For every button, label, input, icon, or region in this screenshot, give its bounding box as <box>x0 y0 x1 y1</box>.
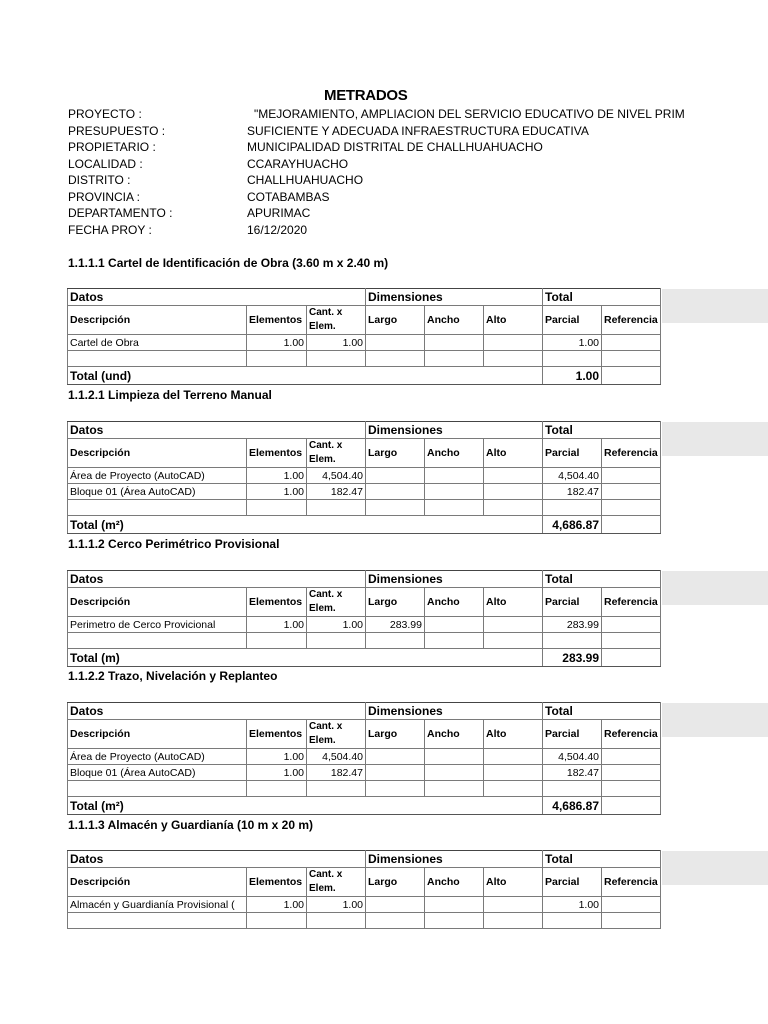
header-row-distrito <box>68 172 768 189</box>
cell-ancho <box>425 765 484 781</box>
cell-cant: 1.00 <box>307 897 366 913</box>
metrado-table <box>67 850 661 929</box>
empty-cell <box>247 913 307 929</box>
cell-ancho <box>425 749 484 765</box>
group-total: Total <box>543 571 661 588</box>
cell-largo <box>366 484 425 500</box>
cell-ancho <box>425 468 484 484</box>
cell-descripcion: Bloque 01 (Área AutoCAD) <box>68 484 247 500</box>
empty-cell <box>484 633 543 649</box>
column-header-row <box>68 439 661 468</box>
empty-cell <box>247 633 307 649</box>
header-row-localidad <box>68 156 768 173</box>
cell-alto <box>484 484 543 500</box>
metrado-table <box>67 570 661 667</box>
cell-largo <box>366 897 425 913</box>
cell-largo <box>366 749 425 765</box>
cell-cant: 4,504.40 <box>307 468 366 484</box>
col-parcial: Parcial <box>543 868 602 897</box>
group-header-row <box>68 422 661 439</box>
project-header <box>68 106 768 238</box>
group-total: Total <box>543 289 661 306</box>
cell-parcial: 1.00 <box>543 897 602 913</box>
empty-cell <box>543 633 602 649</box>
table-row <box>68 468 661 484</box>
total-value: 1.00 <box>543 367 602 385</box>
col-cant-x-elem: Cant. x Elem. <box>307 306 366 335</box>
total-empty <box>602 797 661 815</box>
group-dimensiones: Dimensiones <box>366 703 543 720</box>
cell-largo: 283.99 <box>366 617 425 633</box>
header-shade <box>662 289 768 323</box>
section-title: 1.1.1.2 Cerco Perimétrico Provisional <box>68 537 280 551</box>
group-datos: Datos <box>68 289 366 306</box>
col-ancho: Ancho <box>425 588 484 617</box>
group-datos: Datos <box>68 851 366 868</box>
header-label: PROPIETARIO : <box>68 140 156 154</box>
group-header-row <box>68 571 661 588</box>
empty-cell <box>543 913 602 929</box>
empty-cell <box>484 351 543 367</box>
header-value: CHALLHUAHUACHO <box>247 173 364 187</box>
table-row <box>68 484 661 500</box>
empty-row <box>68 500 661 516</box>
header-label: PROYECTO : <box>68 107 142 121</box>
empty-cell <box>602 351 661 367</box>
empty-row <box>68 351 661 367</box>
empty-cell <box>602 500 661 516</box>
cell-alto <box>484 749 543 765</box>
col-cant-x-elem: Cant. x Elem. <box>307 588 366 617</box>
empty-cell <box>366 633 425 649</box>
header-row-departamento <box>68 205 768 222</box>
col-ancho: Ancho <box>425 439 484 468</box>
cell-descripcion: Bloque 01 (Área AutoCAD) <box>68 765 247 781</box>
total-label: Total (und) <box>68 367 543 385</box>
cell-referencia <box>602 468 661 484</box>
header-shade <box>662 571 768 605</box>
header-row-presupuesto <box>68 123 768 140</box>
total-row <box>68 367 661 385</box>
cell-referencia <box>602 484 661 500</box>
col-cant-x-elem: Cant. x Elem. <box>307 868 366 897</box>
group-dimensiones: Dimensiones <box>366 851 543 868</box>
empty-cell <box>307 500 366 516</box>
col-elementos: Elementos <box>247 720 307 749</box>
col-alto: Alto <box>484 588 543 617</box>
cell-cant: 1.00 <box>307 617 366 633</box>
col-ancho: Ancho <box>425 306 484 335</box>
col-cant-x-elem: Cant. x Elem. <box>307 720 366 749</box>
total-row <box>68 516 661 534</box>
header-label: PRESUPUESTO : <box>68 123 166 138</box>
col-alto: Alto <box>484 868 543 897</box>
empty-cell <box>366 500 425 516</box>
col-ancho: Ancho <box>425 720 484 749</box>
header-row-fecha <box>68 222 768 239</box>
empty-cell <box>68 351 247 367</box>
cell-largo <box>366 335 425 351</box>
total-value: 4,686.87 <box>543 516 602 534</box>
header-row-proyecto <box>68 106 768 123</box>
header-value: MUNICIPALIDAD DISTRITAL DE CHALLHUAHUACHO <box>247 140 543 154</box>
col-elementos: Elementos <box>247 306 307 335</box>
group-total: Total <box>543 851 661 868</box>
section-title: 1.1.1.3 Almacén y Guardianía (10 m x 20 m) <box>68 818 314 832</box>
empty-cell <box>68 781 247 797</box>
header-label: LOCALIDAD : <box>68 156 143 171</box>
group-header-row <box>68 703 661 720</box>
col-largo: Largo <box>366 439 425 468</box>
empty-row <box>68 633 661 649</box>
col-largo: Largo <box>366 720 425 749</box>
section-title: 1.1.1.1 Cartel de Identificación de Obra (3.60 m x 2.40 m) <box>68 256 389 270</box>
cell-referencia <box>602 765 661 781</box>
header-row-provincia <box>68 189 768 206</box>
total-row <box>68 797 661 815</box>
empty-cell <box>68 633 247 649</box>
cell-alto <box>484 765 543 781</box>
group-total: Total <box>543 703 661 720</box>
empty-cell <box>602 781 661 797</box>
col-alto: Alto <box>484 439 543 468</box>
col-parcial: Parcial <box>543 439 602 468</box>
col-referencia: Referencia <box>602 588 661 617</box>
page-title: METRADOS <box>324 87 408 104</box>
empty-row <box>68 913 661 929</box>
empty-cell <box>425 500 484 516</box>
total-empty <box>602 367 661 385</box>
header-value: APURIMAC <box>247 206 311 220</box>
cell-ancho <box>425 897 484 913</box>
table-row <box>68 765 661 781</box>
cell-parcial: 4,504.40 <box>543 468 602 484</box>
empty-cell <box>425 351 484 367</box>
header-label: FECHA PROY : <box>68 222 152 237</box>
column-header-row <box>68 306 661 335</box>
col-alto: Alto <box>484 720 543 749</box>
empty-cell <box>602 913 661 929</box>
empty-cell <box>307 913 366 929</box>
group-dimensiones: Dimensiones <box>366 289 543 306</box>
col-elementos: Elementos <box>247 588 307 617</box>
empty-cell <box>247 781 307 797</box>
cell-parcial: 4,504.40 <box>543 749 602 765</box>
cell-alto <box>484 897 543 913</box>
group-header-row <box>68 851 661 868</box>
col-descripcion: Descripción <box>68 439 247 468</box>
total-row <box>68 649 661 667</box>
header-value: "MEJORAMIENTO, AMPLIACION DEL SERVICIO EDUCATIVO DE NIVEL PRIM <box>254 107 685 121</box>
cell-parcial: 283.99 <box>543 617 602 633</box>
cell-alto <box>484 468 543 484</box>
cell-ancho <box>425 484 484 500</box>
cell-parcial: 182.47 <box>543 765 602 781</box>
col-ancho: Ancho <box>425 868 484 897</box>
col-referencia: Referencia <box>602 720 661 749</box>
cell-elementos: 1.00 <box>247 897 307 913</box>
metrado-table <box>67 702 661 815</box>
cell-parcial: 1.00 <box>543 335 602 351</box>
group-dimensiones: Dimensiones <box>366 571 543 588</box>
cell-cant: 182.47 <box>307 484 366 500</box>
cell-referencia <box>602 617 661 633</box>
cell-elementos: 1.00 <box>247 749 307 765</box>
col-largo: Largo <box>366 588 425 617</box>
cell-elementos: 1.00 <box>247 468 307 484</box>
header-label: PROVINCIA : <box>68 189 141 204</box>
section-title: 1.1.2.2 Trazo, Nivelación y Replanteo <box>68 669 278 683</box>
metrado-table <box>67 288 661 385</box>
cell-cant: 182.47 <box>307 765 366 781</box>
cell-elementos: 1.00 <box>247 335 307 351</box>
empty-cell <box>366 351 425 367</box>
header-shade <box>662 422 768 456</box>
total-label: Total (m) <box>68 649 543 667</box>
col-parcial: Parcial <box>543 588 602 617</box>
cell-parcial: 182.47 <box>543 484 602 500</box>
empty-cell <box>484 781 543 797</box>
total-empty <box>602 516 661 534</box>
cell-ancho <box>425 335 484 351</box>
empty-cell <box>484 500 543 516</box>
empty-cell <box>247 500 307 516</box>
empty-cell <box>425 913 484 929</box>
empty-cell <box>543 500 602 516</box>
cell-elementos: 1.00 <box>247 765 307 781</box>
col-descripcion: Descripción <box>68 868 247 897</box>
cell-referencia <box>602 335 661 351</box>
cell-descripcion: Cartel de Obra <box>68 335 247 351</box>
empty-row <box>68 781 661 797</box>
total-value: 4,686.87 <box>543 797 602 815</box>
cell-elementos: 1.00 <box>247 617 307 633</box>
total-label: Total (m²) <box>68 797 543 815</box>
header-value: COTABAMBAS <box>247 189 330 204</box>
col-cant-x-elem: Cant. x Elem. <box>307 439 366 468</box>
cell-descripcion: Almacén y Guardianía Provisional ( <box>68 897 247 913</box>
col-elementos: Elementos <box>247 439 307 468</box>
cell-alto <box>484 617 543 633</box>
group-datos: Datos <box>68 571 366 588</box>
cell-alto <box>484 335 543 351</box>
empty-cell <box>425 633 484 649</box>
empty-cell <box>484 913 543 929</box>
cell-descripcion: Área de Proyecto (AutoCAD) <box>68 749 247 765</box>
column-header-row <box>68 720 661 749</box>
column-header-row <box>68 868 661 897</box>
header-label: DEPARTAMENTO : <box>68 206 173 220</box>
col-descripcion: Descripción <box>68 306 247 335</box>
cell-cant: 1.00 <box>307 335 366 351</box>
header-shade <box>662 851 768 885</box>
header-row-propietario <box>68 139 768 156</box>
empty-cell <box>307 633 366 649</box>
header-value: SUFICIENTE Y ADECUADA INFRAESTRUCTURA EDUCATIVA <box>247 123 589 138</box>
col-referencia: Referencia <box>602 868 661 897</box>
empty-cell <box>247 351 307 367</box>
empty-cell <box>68 913 247 929</box>
col-descripcion: Descripción <box>68 720 247 749</box>
group-header-row <box>68 289 661 306</box>
group-total: Total <box>543 422 661 439</box>
col-alto: Alto <box>484 306 543 335</box>
total-empty <box>602 649 661 667</box>
col-parcial: Parcial <box>543 720 602 749</box>
header-value: 16/12/2020 <box>247 222 308 237</box>
table-row <box>68 335 661 351</box>
header-label: DISTRITO : <box>68 173 131 187</box>
col-parcial: Parcial <box>543 306 602 335</box>
group-datos: Datos <box>68 703 366 720</box>
empty-cell <box>543 781 602 797</box>
cell-largo <box>366 468 425 484</box>
table-row <box>68 749 661 765</box>
cell-cant: 4,504.40 <box>307 749 366 765</box>
cell-referencia <box>602 749 661 765</box>
cell-ancho <box>425 617 484 633</box>
total-label: Total (m²) <box>68 516 543 534</box>
cell-descripcion: Perimetro de Cerco Provicional <box>68 617 247 633</box>
cell-descripcion: Área de Proyecto (AutoCAD) <box>68 468 247 484</box>
header-shade <box>662 703 768 737</box>
empty-cell <box>307 781 366 797</box>
empty-cell <box>366 781 425 797</box>
metrado-table <box>67 421 661 534</box>
empty-cell <box>307 351 366 367</box>
column-header-row <box>68 588 661 617</box>
empty-cell <box>543 351 602 367</box>
empty-cell <box>68 500 247 516</box>
col-largo: Largo <box>366 868 425 897</box>
header-value: CCARAYHUACHO <box>247 156 349 171</box>
empty-cell <box>602 633 661 649</box>
empty-cell <box>425 781 484 797</box>
table-row <box>68 617 661 633</box>
col-referencia: Referencia <box>602 306 661 335</box>
table-row <box>68 897 661 913</box>
group-dimensiones: Dimensiones <box>366 422 543 439</box>
section-title: 1.1.2.1 Limpieza del Terreno Manual <box>68 388 272 402</box>
empty-cell <box>366 913 425 929</box>
col-referencia: Referencia <box>602 439 661 468</box>
cell-referencia <box>602 897 661 913</box>
col-elementos: Elementos <box>247 868 307 897</box>
col-descripcion: Descripción <box>68 588 247 617</box>
total-value: 283.99 <box>543 649 602 667</box>
group-datos: Datos <box>68 422 366 439</box>
col-largo: Largo <box>366 306 425 335</box>
cell-elementos: 1.00 <box>247 484 307 500</box>
cell-largo <box>366 765 425 781</box>
